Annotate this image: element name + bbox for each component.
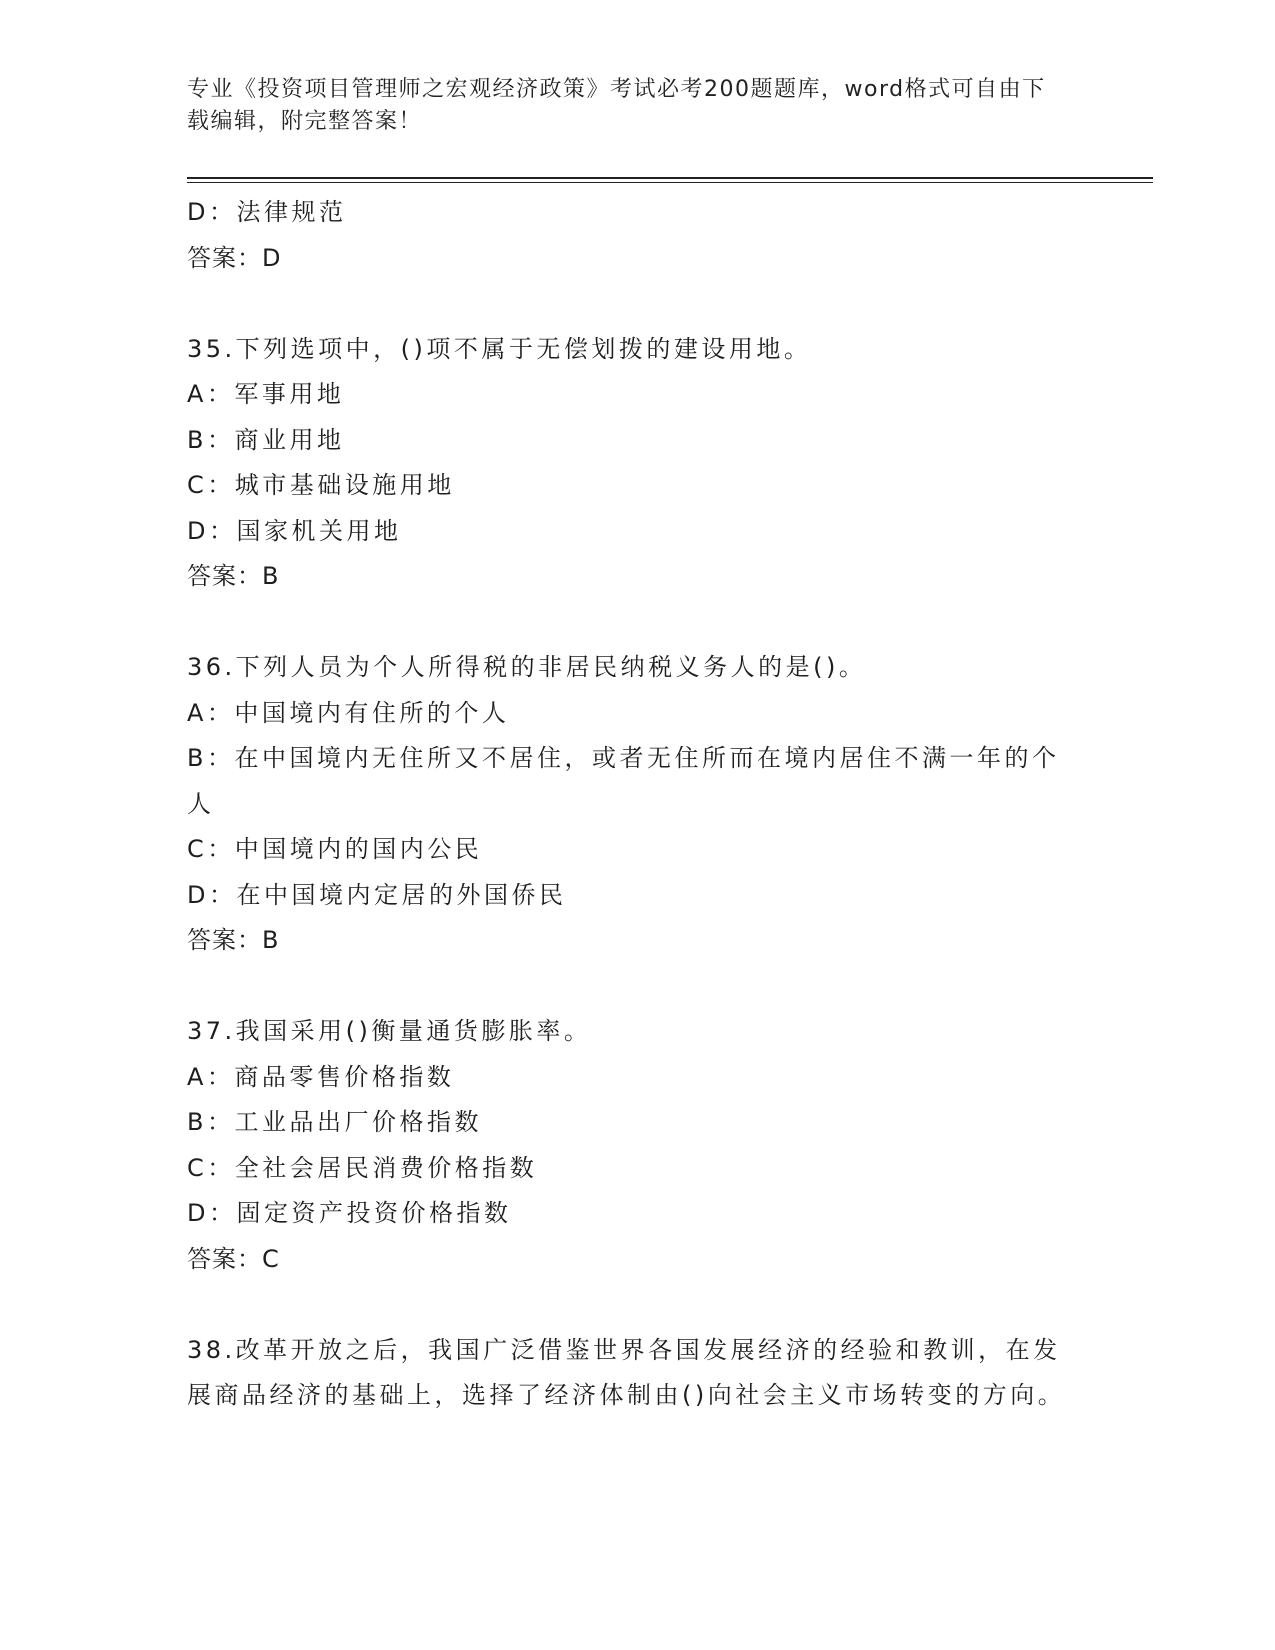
answer-line: 答案：D — [187, 243, 282, 272]
question-stem: 38.改革开放之后，我国广泛借鉴世界各国发展经济的经验和教训，在发展商品经济的基础上，选择了经济体制由()向社会主义市场转变的方向。 — [187, 1335, 1066, 1409]
question-block — [187, 1328, 1067, 1419]
option-d: D：固定资产投资价格指数 — [187, 1199, 512, 1227]
question-block — [187, 327, 1067, 600]
option-c: C：城市基础设施用地 — [187, 471, 455, 499]
spacer — [187, 281, 1067, 327]
option-c: C：全社会居民消费价格指数 — [187, 1153, 538, 1182]
spacer — [187, 964, 1067, 1010]
question-block — [187, 645, 1067, 964]
option-a: A：中国境内有住所的个人 — [187, 698, 510, 727]
option-a: A：军事用地 — [187, 380, 345, 408]
option-c: C：中国境内的国内公民 — [187, 835, 483, 863]
option-d: D：在中国境内定居的外国侨民 — [187, 880, 567, 909]
option-d: D：国家机关用地 — [187, 516, 402, 545]
option-b: B：工业品出厂价格指数 — [187, 1108, 482, 1136]
spacer — [187, 1282, 1067, 1328]
answer-line: 答案：B — [187, 562, 280, 590]
option-d: D：法律规范 — [187, 198, 347, 226]
question-list — [187, 190, 1067, 1419]
question-stem: 36.下列人员为个人所得税的非居民纳税义务人的是()。 — [187, 653, 867, 681]
spacer — [187, 600, 1067, 646]
question-block — [187, 1009, 1067, 1282]
question-stem: 37.我国采用()衡量通货膨胀率。 — [187, 1017, 592, 1045]
header-divider-thin — [187, 182, 1153, 183]
answer-line: 答案：C — [187, 1244, 280, 1273]
option-b: B：在中国境内无住所又不居住，或者无住所而在境内居住不满一年的个人 — [187, 744, 1060, 818]
header-divider-thick — [187, 177, 1153, 179]
document-header: 专业《投资项目管理师之宏观经济政策》考试必考200题题库，word格式可自由下载编辑，附完整答案！ — [187, 77, 1046, 134]
option-b: B：商业用地 — [187, 425, 345, 454]
option-a: A：商品零售价格指数 — [187, 1062, 455, 1091]
question-stem: 35.下列选项中，()项不属于无偿划拨的建设用地。 — [187, 334, 812, 363]
answer-line: 答案：B — [187, 926, 280, 954]
